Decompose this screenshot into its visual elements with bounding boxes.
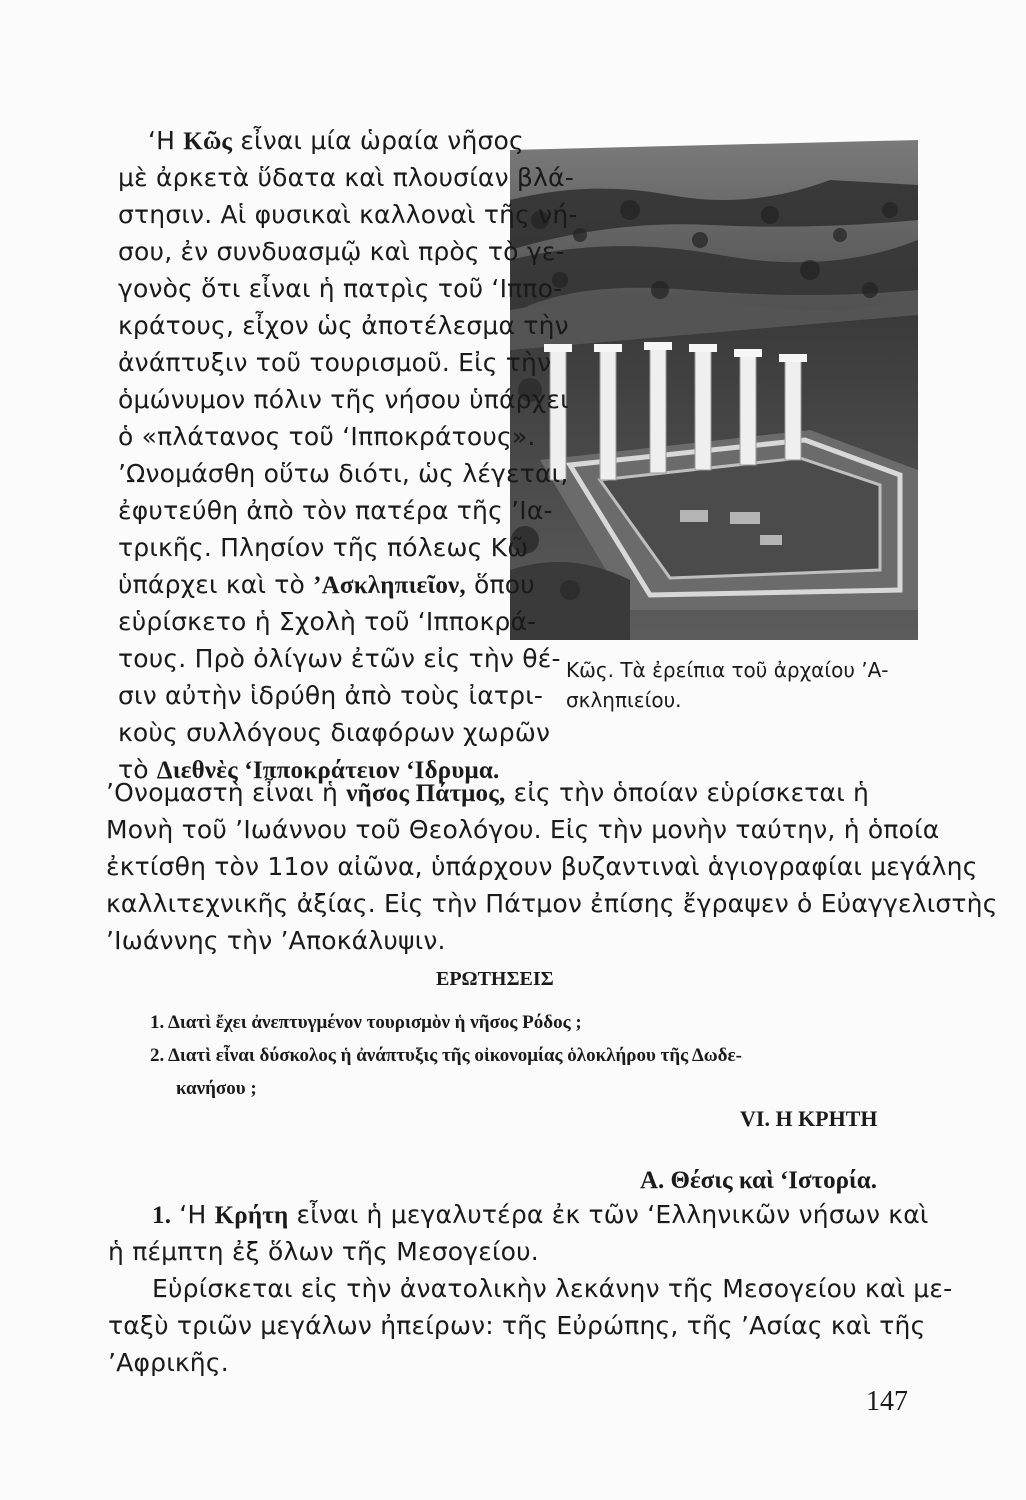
text-line	[152, 1200, 929, 1231]
text-segment: σιν αὐτὴν ἱδρύθη ἀπὸ τοὺς ἰατρι-	[118, 681, 544, 710]
bold-text: Διεθνὲς ‘Ιπποκράτειον ‘Ιδρυμα.	[156, 757, 500, 784]
text-line	[108, 1311, 925, 1341]
text-line	[148, 126, 524, 157]
text-segment: ὅπου	[465, 570, 535, 599]
photo-caption-line-2: σκληπιείου.	[566, 688, 682, 712]
text-segment: ἐκτίσθη τὸν 11ον αἰῶνα, ὑπάρχουν βυζαντιναὶ ἁγιογραφίαι μεγάλης	[106, 852, 978, 881]
text-line	[118, 385, 569, 415]
bold-text: Κῶς	[183, 128, 233, 155]
bold-text: νῆσος Πάτμος,	[346, 780, 506, 807]
text-segment: στησιν. Αἱ φυσικαὶ καλλοναὶ τῆς νή-	[118, 200, 578, 229]
text-line	[106, 815, 939, 845]
bold-text: ’Ασκληπιεῖον,	[313, 572, 466, 599]
text-segment: ἀνάπτυξιν τοῦ τουρισμοῦ. Εἰς τὴν	[118, 348, 552, 377]
text-segment: ’Ιωάννης τὴν ’Αποκάλυψιν.	[106, 926, 446, 955]
text-segment: εἶναι ἡ μεγαλυτέρα ἐκ τῶν ‘Ελληνικῶν νήσων καὶ	[288, 1200, 929, 1229]
questions-heading: ΕΡΩΤΗΣΕΙΣ	[436, 968, 554, 990]
text-segment: εὑρίσκετο ἡ Σχολὴ τοῦ ‘Ιπποκρά-	[118, 607, 537, 636]
text-line	[118, 607, 536, 637]
text-segment: ’Ονομαστὴ εἶναι ἡ	[106, 778, 347, 807]
text-segment: τρικῆς. Πλησίον τῆς πόλεως Κῶ	[118, 533, 529, 562]
text-segment: ‘Η	[148, 126, 184, 155]
text-segment: ’Αφρικῆς.	[108, 1348, 229, 1377]
text-line	[118, 274, 562, 304]
text-line	[152, 1274, 952, 1304]
text-segment: τὸ	[118, 755, 157, 784]
text-line	[118, 718, 550, 748]
text-segment: ὁ «πλάτανος τοῦ ‘Ιπποκράτους».	[118, 422, 536, 451]
text-line	[118, 570, 535, 601]
text-segment: μὲ ἀρκετὰ ὕδατα καὶ πλουσίαν βλά-	[118, 163, 574, 192]
text-segment: κράτους, εἶχον ὡς ἀποτέλεσμα τὴν	[118, 311, 569, 340]
text-line	[118, 163, 574, 193]
text-line	[108, 1237, 539, 1267]
text-line	[118, 237, 565, 267]
bold-text: Κρήτη	[214, 1202, 289, 1229]
text-segment: Μονὴ τοῦ ’Ιωάννου τοῦ Θεολόγου. Εἰς τὴν μονὴν ταύτην, ἡ ὁποία	[106, 815, 940, 844]
photo-caption-line-1: Κῶς. Τὰ ἐρείπια τοῦ ἀρχαίου ’Α-	[566, 658, 889, 682]
text-segment: γονὸς ὅτι εἶναι ἡ πατρὶς τοῦ ‘Ιππο-	[118, 274, 563, 303]
text-line	[118, 348, 551, 378]
text-line	[106, 852, 978, 882]
text-segment: καλλιτεχνικῆς ἀξίας. Εἰς τὴν Πάτμον ἐπίσης ἔγραψεν ὁ Εὐαγγελιστὴς	[106, 889, 998, 918]
page-number: 147	[866, 1386, 908, 1417]
text-line	[118, 422, 536, 452]
text-line	[106, 926, 446, 956]
section-subtitle: Α. Θέσις καὶ ‘Ιστορία.	[640, 1167, 877, 1194]
text-segment: ’Ωνομάσθη οὕτω διότι, ὡς λέγεται,	[118, 459, 569, 488]
text-line	[118, 644, 561, 674]
text-segment: ἐφυτεύθη ἀπὸ τὸν πατέρα τῆς ’Ια-	[118, 496, 553, 525]
text-segment: ὑπάρχει καὶ τὸ	[118, 570, 314, 599]
text-line	[106, 778, 869, 809]
text-segment: ‘Η	[171, 1200, 215, 1229]
text-line	[118, 311, 569, 341]
chapter-heading: VI. Η ΚΡΗΤΗ	[740, 1106, 878, 1131]
text-segment: εἰς τὴν ὁποίαν εὑρίσκεται ἡ	[505, 778, 870, 807]
question-item: 1. Διατὶ ἔχει ἀνεπτυγμένον τουρισμὸν ἡ νῆσος Ρόδος ;	[150, 1012, 582, 1033]
question-item: 2. Διατὶ εἶναι δύσκολος ἡ ἀνάπτυξις τῆς οἰκονομίας ὁλοκλήρου τῆς Δωδε-	[150, 1045, 742, 1066]
bold-text: 1.	[152, 1202, 172, 1229]
text-segment: ἡ πέμπτη ἐξ ὅλων τῆς Μεσογείου.	[108, 1237, 539, 1266]
question-item: κανήσου ;	[176, 1078, 257, 1099]
text-line	[118, 200, 578, 230]
text-line	[118, 533, 528, 563]
text-line	[108, 1348, 229, 1378]
text-line	[106, 889, 998, 919]
text-segment: σου, ἐν συνδυασμῷ καὶ πρὸς τὸ γε-	[118, 237, 565, 266]
text-segment: ὁμώνυμον πόλιν τῆς νήσου ὑπάρχει	[118, 385, 569, 414]
text-line	[118, 459, 568, 489]
text-line	[118, 496, 553, 526]
text-segment: κοὺς συλλόγους διαφόρων χωρῶν	[118, 718, 551, 747]
text-segment: εἶναι μία ὡραία νῆσος	[232, 126, 524, 155]
text-segment: Εὑρίσκεται εἰς τὴν ἀνατολικὴν λεκάνην τῆς Μεσογείου καὶ με-	[152, 1274, 953, 1303]
text-segment: τους. Πρὸ ὀλίγων ἐτῶν εἰς τὴν θέ-	[118, 644, 561, 673]
text-segment: ταξὺ τριῶν μεγάλων ἠπείρων: τῆς Εὐρώπης, τῆς ’Ασίας καὶ τῆς	[108, 1311, 926, 1340]
text-line	[118, 681, 543, 711]
